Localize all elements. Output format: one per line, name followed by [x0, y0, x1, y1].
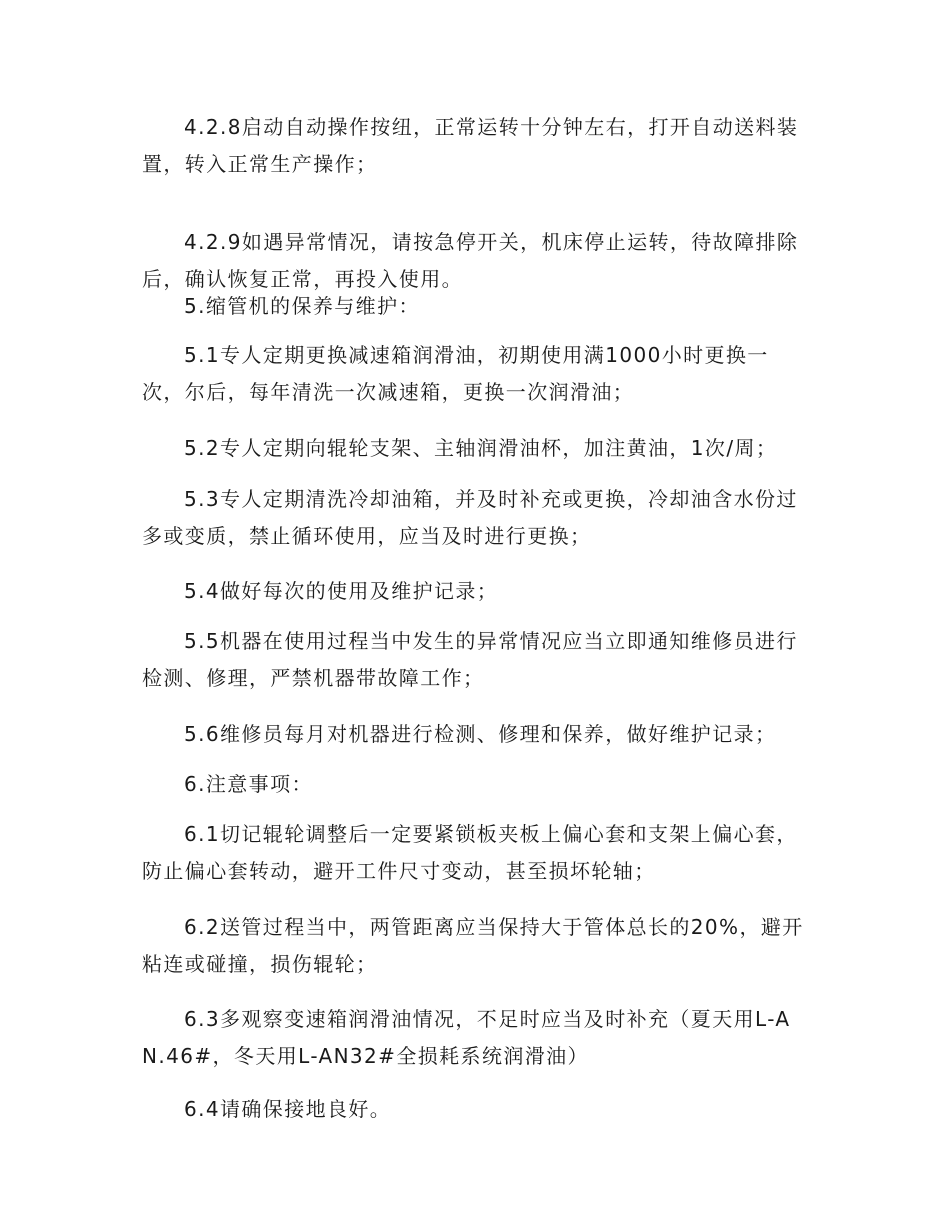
- section-heading-5: 5.缩管机的保养与维护：: [184, 294, 420, 318]
- paragraph-5-1: 5.1专人定期更换减速箱润滑油，初期使用满1000小时更换一次，尔后，每年清洗一次减速箱，更换一次润滑油；: [142, 343, 769, 404]
- paragraph-4-2-8: 4.2.8启动自动操作按纽，正常运转十分钟左右，打开自动送料装置，转入正常生产操作；: [142, 115, 799, 176]
- paragraph-5-3: 5.3专人定期清洗冷却油箱，并及时补充或更换，冷却油含水份过多或变质，禁止循环使用，应当及时进行更换；: [142, 487, 798, 548]
- paragraph-5-6: 5.6维修员每月对机器进行检测、修理和保养，做好维护记录；: [184, 722, 777, 746]
- paragraph-6-3: 6.3多观察变速箱润滑油情况，不足时应当及时补充（夏天用L-AN.46#，冬天用L-AN32#全损耗系统润滑油）: [142, 1007, 791, 1068]
- paragraph-5-2: 5.2专人定期向辊轮支架、主轴润滑油杯，加注黄油，1次/周；: [184, 436, 778, 460]
- paragraph-5-5: 5.5机器在使用过程当中发生的异常情况应当立即通知维修员进行检测、修理，严禁机器带故障工作；: [142, 629, 798, 690]
- paragraph-4-2-9: 4.2.9如遇异常情况，请按急停开关，机床停止运转，待故障排除后，确认恢复正常，再投入使用。: [142, 230, 799, 291]
- section-heading-6: 6.注意事项：: [184, 772, 313, 796]
- paragraph-6-2: 6.2送管过程当中，两管距离应当保持大于管体总长的20%，避开粘连或碰撞，损伤辊轮；: [142, 915, 804, 976]
- paragraph-6-4: 6.4请确保接地良好。: [184, 1097, 392, 1121]
- paragraph-5-4: 5.4做好每次的使用及维护记录；: [184, 579, 499, 603]
- paragraph-6-1: 6.1切记辊轮调整后一定要紧锁板夹板上偏心套和支架上偏心套，防止偏心套转动，避开工件尺寸变动，甚至损坏轮轴；: [142, 822, 798, 883]
